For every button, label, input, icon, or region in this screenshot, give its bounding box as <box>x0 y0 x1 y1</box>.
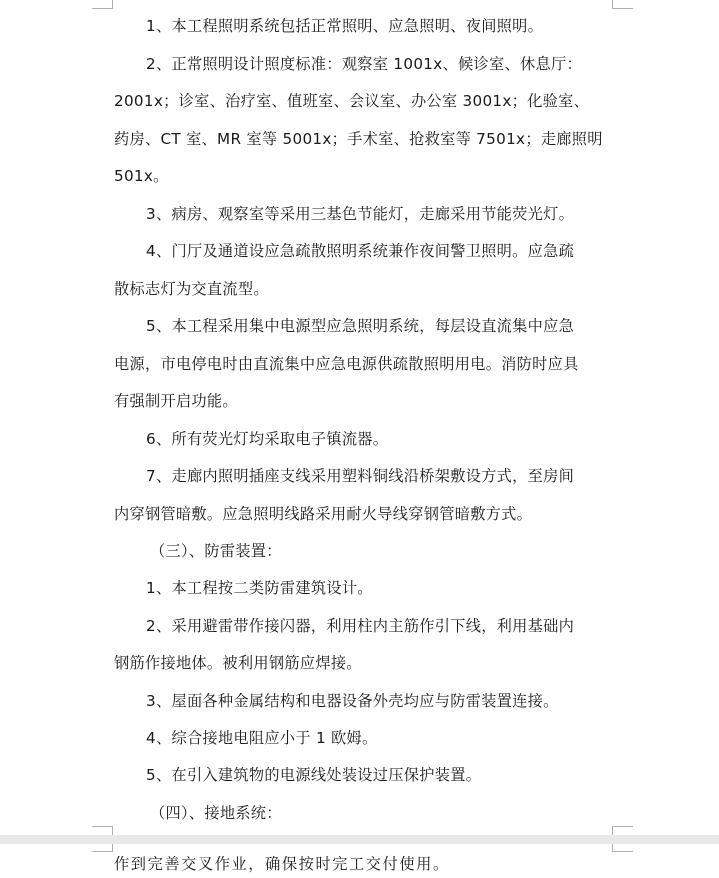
text-line: 7、走廊内照明插座支线采用塑料铜线沿桥架敷设方式，至房间 <box>146 467 575 485</box>
text-line: 内穿钢管暗敷。应急照明线路采用耐火导线穿钢管暗敷方式。 <box>114 505 533 523</box>
crop-mark-top-right <box>612 0 633 9</box>
text-line: 2001x；诊室、治疗室、值班室、会议室、办公室 3001x；化验室、 <box>114 92 590 110</box>
crop-mark-top-left <box>92 0 113 9</box>
text-line: 4、综合接地电阻应小于 1 欧姆。 <box>146 729 378 747</box>
text-line: 钢筋作接地体。被利用钢筋应焊接。 <box>114 654 362 672</box>
text-line: 6、所有荧光灯均采取电子镇流器。 <box>146 430 389 448</box>
text-line: 作到完善交叉作业，确保按时完工交付使用。 <box>114 855 450 873</box>
page-separator <box>0 835 719 844</box>
text-line: 1、本工程照明系统包括正常照明、应急照明、夜间照明。 <box>146 17 544 35</box>
text-line: 2、正常照明设计照度标准：观察室 1001x、候诊室、休息厅： <box>146 55 582 73</box>
text-line: 有强制开启功能。 <box>114 392 238 410</box>
text-line: 散标志灯为交直流型。 <box>114 280 269 298</box>
text-line: 3、屋面各种金属结构和电器设备外壳均应与防雷装置连接。 <box>146 692 559 710</box>
text-line: 501x。 <box>114 167 169 185</box>
text-line: 3、病房、观察室等采用三基色节能灯，走廊采用节能荧光灯。 <box>146 205 575 223</box>
section-heading: （四）、接地系统： <box>150 804 282 822</box>
text-line: 4、门厅及通道设应急疏散照明系统兼作夜间警卫照明。应急疏 <box>146 242 575 260</box>
crop-mark-top-right <box>612 844 633 852</box>
section-heading: （三）、防雷装置： <box>150 542 282 560</box>
text-line: 5、在引入建筑物的电源线处装设过压保护装置。 <box>146 766 482 784</box>
text-line: 5、本工程采用集中电源型应急照明系统，每层设直流集中应急 <box>146 317 575 335</box>
text-line: 1、本工程按二类防雷建筑设计。 <box>146 579 373 597</box>
text-line: 电源，市电停电时由直流集中应急电源供疏散照明用电。消防时应具 <box>114 355 579 373</box>
text-line: 2、采用避雷带作接闪器，利用柱内主筋作引下线，利用基础内 <box>146 617 575 635</box>
crop-mark-top-left <box>92 844 113 852</box>
text-line: 药房、CT 室、MR 室等 5001x；手术室、抢救室等 7501x；走廊照明 <box>114 130 603 148</box>
